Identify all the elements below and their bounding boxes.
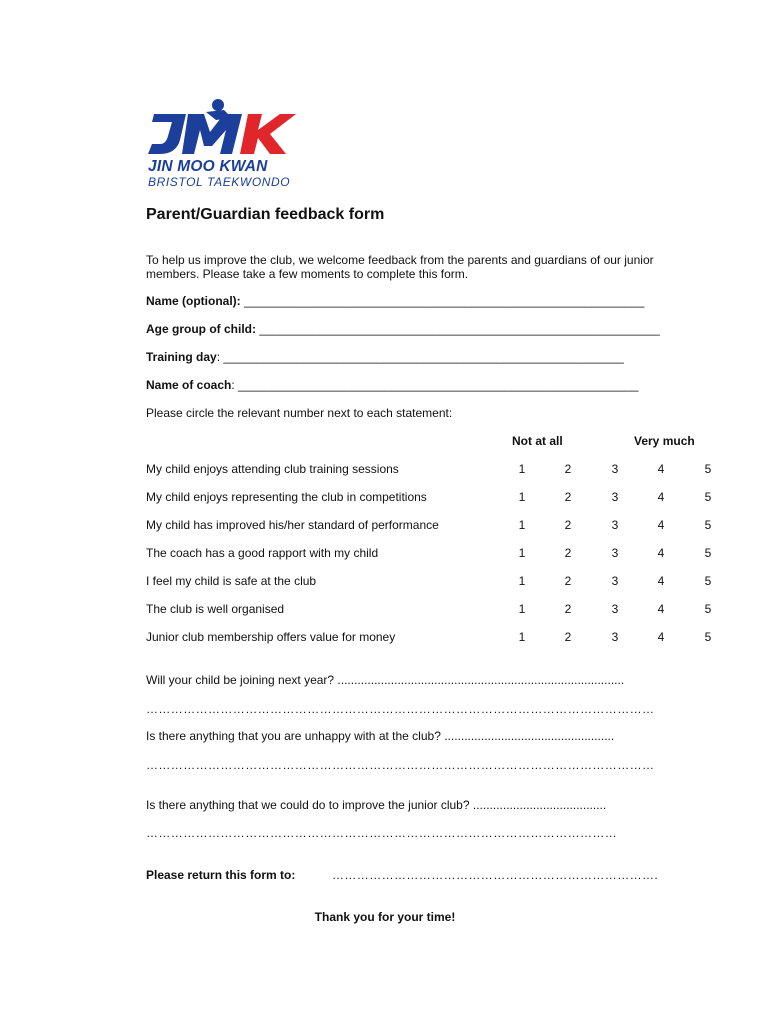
statement-text: My child enjoys representing the club in competitions xyxy=(146,490,427,504)
intro-text: To help us improve the club, we welcome feedback from the parents and guardians of our junior members. Please take a few moments to complete this form. xyxy=(146,253,654,281)
statement-text: I feel my child is safe at the club xyxy=(146,574,317,588)
rating-option-3[interactable]: 3 xyxy=(611,574,619,588)
rating-option-1[interactable]: 1 xyxy=(518,574,526,588)
rating-option-2[interactable]: 2 xyxy=(564,546,572,560)
rating-option-4[interactable]: 4 xyxy=(657,518,665,532)
training-day-field-colon: : xyxy=(216,350,221,364)
rating-option-5[interactable]: 5 xyxy=(704,462,712,476)
rating-option-3[interactable]: 3 xyxy=(611,518,619,532)
return-label: Please return this form to: xyxy=(146,868,296,882)
name-field[interactable] xyxy=(146,294,644,308)
statement-text: My child enjoys attending club training sessions xyxy=(146,462,399,476)
rating-option-5[interactable]: 5 xyxy=(704,602,712,616)
rating-option-4[interactable]: 4 xyxy=(657,462,665,476)
rating-option-2[interactable]: 2 xyxy=(564,462,572,476)
question-joining: Will your child be joining next year? ...................................................................................... xyxy=(146,673,625,687)
rating-option-5[interactable]: 5 xyxy=(704,546,712,560)
rating-option-5[interactable]: 5 xyxy=(704,574,712,588)
rating-option-2[interactable]: 2 xyxy=(564,518,572,532)
rating-option-2[interactable]: 2 xyxy=(564,630,572,644)
rating-option-3[interactable]: 3 xyxy=(611,490,619,504)
rating-option-3[interactable]: 3 xyxy=(611,630,619,644)
return-address-line[interactable]: ……………………………………………………………………. xyxy=(332,868,659,882)
answer-line-improve[interactable]: …………………………………………………………………………………………………… xyxy=(146,826,618,840)
statement-text: The club is well organised xyxy=(146,602,285,616)
question-unhappy: Is there anything that you are unhappy with at the club? ................................................... xyxy=(146,729,615,743)
age-group-field-label: Age group of child: xyxy=(146,322,256,336)
answer-line-unhappy[interactable]: …………………………………………………………………………………………………………… xyxy=(146,758,655,772)
rating-option-1[interactable]: 1 xyxy=(518,490,526,504)
rating-option-5[interactable]: 5 xyxy=(704,518,712,532)
instruction-text: Please circle the relevant number next to each statement: xyxy=(146,406,453,420)
statement-text: The coach has a good rapport with my child xyxy=(146,546,379,560)
age-group-field-line[interactable]: ____________________________________________________________ xyxy=(256,322,660,336)
rating-option-4[interactable]: 4 xyxy=(657,490,665,504)
rating-option-3[interactable]: 3 xyxy=(611,462,619,476)
age-group-field[interactable] xyxy=(146,322,660,336)
rating-option-1[interactable]: 1 xyxy=(518,462,526,476)
rating-option-2[interactable]: 2 xyxy=(564,490,572,504)
thank-you-text: Thank you for your time! xyxy=(314,910,456,924)
jmk-logo-icon xyxy=(146,96,306,162)
rating-option-3[interactable]: 3 xyxy=(611,546,619,560)
rating-option-1[interactable]: 1 xyxy=(518,602,526,616)
answer-line-joining[interactable]: …………………………………………………………………………………………………………… xyxy=(146,702,655,716)
rating-option-1[interactable]: 1 xyxy=(518,630,526,644)
coach-name-field-line[interactable]: ____________________________________________________________ xyxy=(234,378,639,392)
rating-option-4[interactable]: 4 xyxy=(657,630,665,644)
rating-option-1[interactable]: 1 xyxy=(518,518,526,532)
statement-text: Junior club membership offers value for money xyxy=(146,630,396,644)
rating-option-3[interactable]: 3 xyxy=(611,602,619,616)
coach-name-field-label: Name of coach xyxy=(146,378,232,392)
rating-option-4[interactable]: 4 xyxy=(657,602,665,616)
rating-option-1[interactable]: 1 xyxy=(518,546,526,560)
coach-name-field-colon: : xyxy=(231,378,235,392)
rating-option-5[interactable]: 5 xyxy=(704,490,712,504)
name-field-line[interactable]: ____________________________________________________________ xyxy=(240,294,645,308)
training-day-field-label: Training day xyxy=(146,350,217,364)
logo-club-name: JIN MOO KWAN xyxy=(148,158,268,175)
rating-option-4[interactable]: 4 xyxy=(657,574,665,588)
training-day-field[interactable] xyxy=(146,350,624,364)
question-improve: Is there anything that we could do to improve the junior club? ........................................ xyxy=(146,798,607,812)
training-day-field-line[interactable]: ____________________________________________________________ xyxy=(220,350,624,364)
logo-subtitle: BRISTOL TAEKWONDO xyxy=(148,175,291,189)
rating-option-4[interactable]: 4 xyxy=(657,546,665,560)
coach-name-field[interactable] xyxy=(146,378,638,392)
rating-option-5[interactable]: 5 xyxy=(704,630,712,644)
statement-text: My child has improved his/her standard of performance xyxy=(146,518,439,532)
scale-low-label: Not at all xyxy=(512,434,563,448)
rating-option-2[interactable]: 2 xyxy=(564,602,572,616)
name-field-label: Name (optional): xyxy=(146,294,241,308)
scale-high-label: Very much xyxy=(634,434,695,448)
rating-option-2[interactable]: 2 xyxy=(564,574,572,588)
page-title: Parent/Guardian feedback form xyxy=(146,206,385,223)
